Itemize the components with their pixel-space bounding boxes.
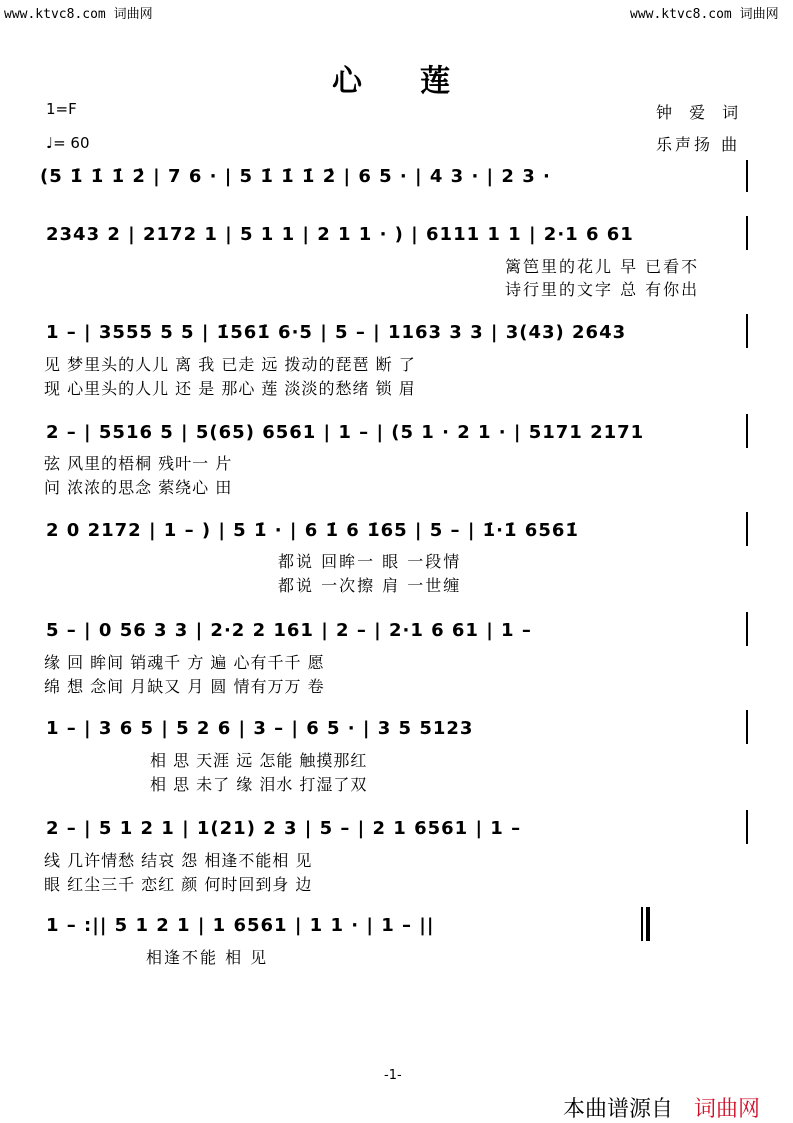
barline <box>746 414 748 448</box>
score-row-3-lyrics-1: 见 梦里头的人儿 离 我 已走 远 拨动的琵琶 断 了 <box>44 355 416 374</box>
barline <box>746 216 748 250</box>
score-row-4-notes: 2 – | 5516 5 | 5(65) 6561 | 1 – | (5 1 · 2 1 · | 5171 2171 <box>46 422 645 443</box>
score-row-6-lyrics-2: 绵 想 念间 月缺又 月 圆 情有万万 卷 <box>44 677 325 696</box>
composer: 乐声扬 曲 <box>656 135 741 154</box>
score-row-3-notes: 1 – | 3555 5 5 | 1̇561̇ 6·5 | 5 – | 1163 3 3 | 3(43) 2643 <box>46 322 627 343</box>
score-row-7-notes: 1 – | 3 6 5 | 5 2 6 | 3 – | 6 5 · | 3 5 5123 <box>46 718 474 739</box>
score-row-7-lyrics-2: 相 思 未了 缘 泪水 打湿了双 <box>150 775 368 794</box>
barline <box>746 512 748 546</box>
page-number: -1- <box>384 1068 402 1083</box>
quarter-note-icon: ♩ <box>46 134 54 152</box>
score-row-5-lyrics-1: 都说 回眸一 眼 一段情 <box>278 552 462 571</box>
tempo: ♩= 60 <box>46 134 90 152</box>
score-row-5-notes: 2 0 2172 | 1 – ) | 5 1̇ · | 6 1̇ 6 1̇65 | 5 – | 1̇·1̇ 6561̇ <box>46 520 579 541</box>
watermark-right: www.ktvc8.com 词曲网 <box>630 7 779 22</box>
score-row-8-notes: 2 – | 5 1 2 1 | 1(21) 2 3 | 5 – | 2 1 6561 | 1 – <box>46 818 522 839</box>
barline <box>746 314 748 348</box>
score-row-1-notes: (5 1̇ 1̇ 1̇ 2̇ | 7 6 · | 5 1̇ 1̇ 1̇ 2̇ | 6 5 · | 4 3 · | 2 3 · <box>40 166 551 187</box>
barline <box>746 710 748 744</box>
score-row-3-lyrics-2: 现 心里头的人儿 还 是 那心 莲 淡淡的愁绪 锁 眉 <box>44 379 416 398</box>
score-row-6-lyrics-1: 缘 回 眸间 销魂千 方 遍 心有千千 愿 <box>44 653 325 672</box>
score-row-8-lyrics-2: 眼 红尘三千 恋红 颜 何时回到身 边 <box>44 875 313 894</box>
lyricist: 钟 爱 词 <box>656 103 745 122</box>
key-signature: 1=F <box>46 100 77 118</box>
score-row-2-lyrics-1: 篱笆里的花儿 早 已看不 <box>505 257 700 276</box>
score-row-5-lyrics-2: 都说 一次擦 肩 一世缠 <box>278 576 462 595</box>
score-row-8-lyrics-1: 线 几许情愁 结哀 怨 相逢不能相 见 <box>44 851 313 870</box>
footer-label: 本曲谱源自 <box>563 1097 674 1122</box>
song-title: 心莲 <box>332 64 508 99</box>
footer-brand[interactable]: 词曲网 <box>694 1097 761 1122</box>
final-barline-thick <box>646 907 650 941</box>
score-row-4-lyrics-2: 问 浓浓的思念 萦绕心 田 <box>44 478 233 497</box>
score-row-7-lyrics-1: 相 思 天涯 远 怎能 触摸那红 <box>150 751 368 770</box>
barline <box>746 612 748 646</box>
barline <box>746 810 748 844</box>
score-row-2-lyrics-2: 诗行里的文字 总 有你出 <box>505 280 700 299</box>
score-row-4-lyrics-1: 弦 风里的梧桐 残叶一 片 <box>44 454 233 473</box>
score-row-6-notes: 5 – | 0 56 3 3 | 2·2 2 161 | 2 – | 2·1 6 61 | 1 – <box>46 620 532 641</box>
score-row-9-lyrics-1: 相逢不能 相 见 <box>146 948 269 967</box>
score-row-2-notes: 2343 2 | 2172 1 | 5 1 1 | 2 1 1 · ) | 6111 1 1 | 2·1 6 61 <box>46 224 634 245</box>
footer-source <box>563 1092 760 1123</box>
final-barline <box>641 907 643 941</box>
score-row-9-notes: 1 – :|| 5 1 2 1 | 1 6561 | 1 1 · | 1 – || <box>46 915 435 936</box>
watermark-left: www.ktvc8.com 词曲网 <box>4 7 153 22</box>
barline <box>746 160 748 192</box>
